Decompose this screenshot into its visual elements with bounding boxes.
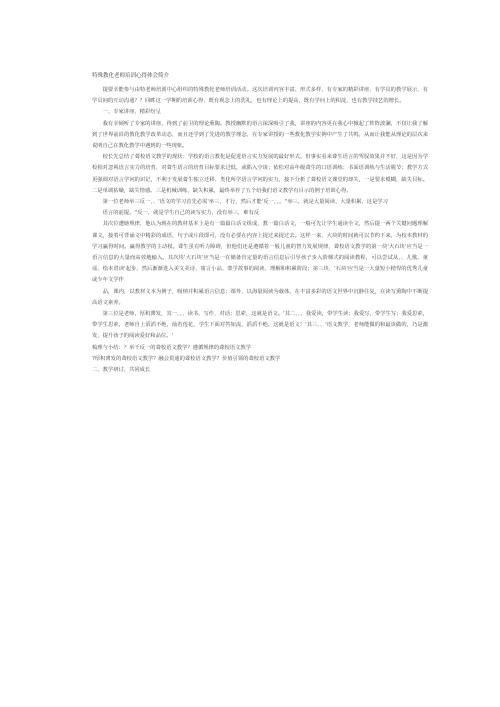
paragraph-list bbox=[92, 85, 428, 376]
paragraph: 二、教学研讨，共同成长 bbox=[92, 367, 151, 374]
paragraph: 一、专家讲座，精彩纷呈 bbox=[102, 109, 161, 116]
paragraph: 其次位遭她规律，他认为现在的教材基本上是有一篇篇白话文组成，教一篇白话文，一般可先让学生通读全文，然后提一两个关键问题理解课文，接着可背诵文中精彩的成语、句子或片段即可，没有必要在内容上捉过来捉过去。这样一来，大块的时间就可以节约下来，为校本教材的学习赢得时间。赢得教学的主动权。聋生虽有听力障碍，但他们还是遵循着一般儿童的智力发展规律，聋校语文教学的第一块'大石块'应当是一语言信息的大量而高效地输入。其次块'大石块'应当是一在储备肯定量的语言信息后引导孩子步入阶梯式的阅读教程，可以尝试从、、儿歌、童谣、绘本赏读'起步，然后渐渐进入美文美诗、寓言小品、蒙学故事的阅读、理解和积累阶段；第三块、'石块'应当是一大量短小精悍的优秀儿童或少年文学作 bbox=[92, 221, 428, 284]
paragraph: 梳理与小结：？举千反一的聋校语文教学？遵循规律的聋校语文教学 bbox=[92, 344, 251, 351]
paragraph: 品，课内，以教材文本为例子，吸纳并积累语言信息；课外，以海量阅读为载体，在丰富多彩的语文世界中沉静往复，在读写熏陶中不断提高语文素养。 bbox=[92, 288, 428, 306]
paragraph: 语言的前提。''反一，就是学生自己的读写实力，没有举三，难有反 bbox=[102, 210, 260, 217]
paragraph: 我有幸倾听了专家的讲座，得到了前卫的理论熏陶。教授幽默的语言深深吸引了我，讲座的内容更在我心中掀起了阵阵波澜，不仅让我了解到了世界前沿的教化教学改革动态，而且还学到了先进的教学理念，在专家讲授的一些教化教学实例中产生了共鸣，从而让我能从理论的层次来说明自己在教化教学中遇到的一些现象。 bbox=[92, 120, 428, 150]
document-body bbox=[92, 72, 428, 376]
paragraph: ?厚积薄发的聋校语文教学？融会贯通的聋校语文教学？价值引领的聋校语文教学 bbox=[92, 355, 281, 362]
paragraph: 第一位老师举三反一、、'语文的学习首先必需'举三，才行，然后才能'反一，，。''举三，就是大量阅读、大量积累，这是学习 bbox=[102, 199, 388, 206]
paragraph: 校长先总结了聋校语文教学的现状：学校的语言教化是促进语言实力发展的最好形式。但事实看来聋生语言的驾驭效果并不好，这是因为学校相对忽视语言实力的培育，对聋生语言的培育目标要求过低，或陷入空谈；依松对高年级聋生的口语训练：书面语训练与生活脱节；教学方式更强调对语言学问的识记，不利于发展聋生独立迁移、类化所学语言学问的实力，接下分析了聋校语文课堂的却失，一是要求模糊，缺失目标。二是单调枯燥，缺失情感。三是机械训练，缺失积累，最终举荐了五个给我们语文教学有目示的例子培训心得。 bbox=[92, 154, 428, 194]
paragraph: 提要幸能参与由特老师培训中心组织的特殊教化老师培训活动。这次培训内容丰富、形式多样，有专家的精彩讲座，有学员的教学展示，有学员间的互动沟通？？回眸这一学期的培训心得，既有观念上的洗礼，也有理论上的提高，既有学问上的积淀，也有教学技艺的增长。 bbox=[92, 87, 428, 105]
paragraph: 第三位是老师，厚积薄发，其一、、、读书，写作，对话；思索，这就是语文。'其二、、、我爱读，带学生读；我爱写，带学生写；我爱思索，带学生思索，老师自上滔滔不绝，灿若莲花，学生下面对答如流，滔滔不绝，这就是语文！'其三、、'语文教学，老师能做的和最该做的，乃是激发、提升孩子的阅读爱好和品位。' bbox=[92, 311, 428, 340]
document-title: 特殊教化老师培训心得体会简介 bbox=[92, 73, 170, 79]
